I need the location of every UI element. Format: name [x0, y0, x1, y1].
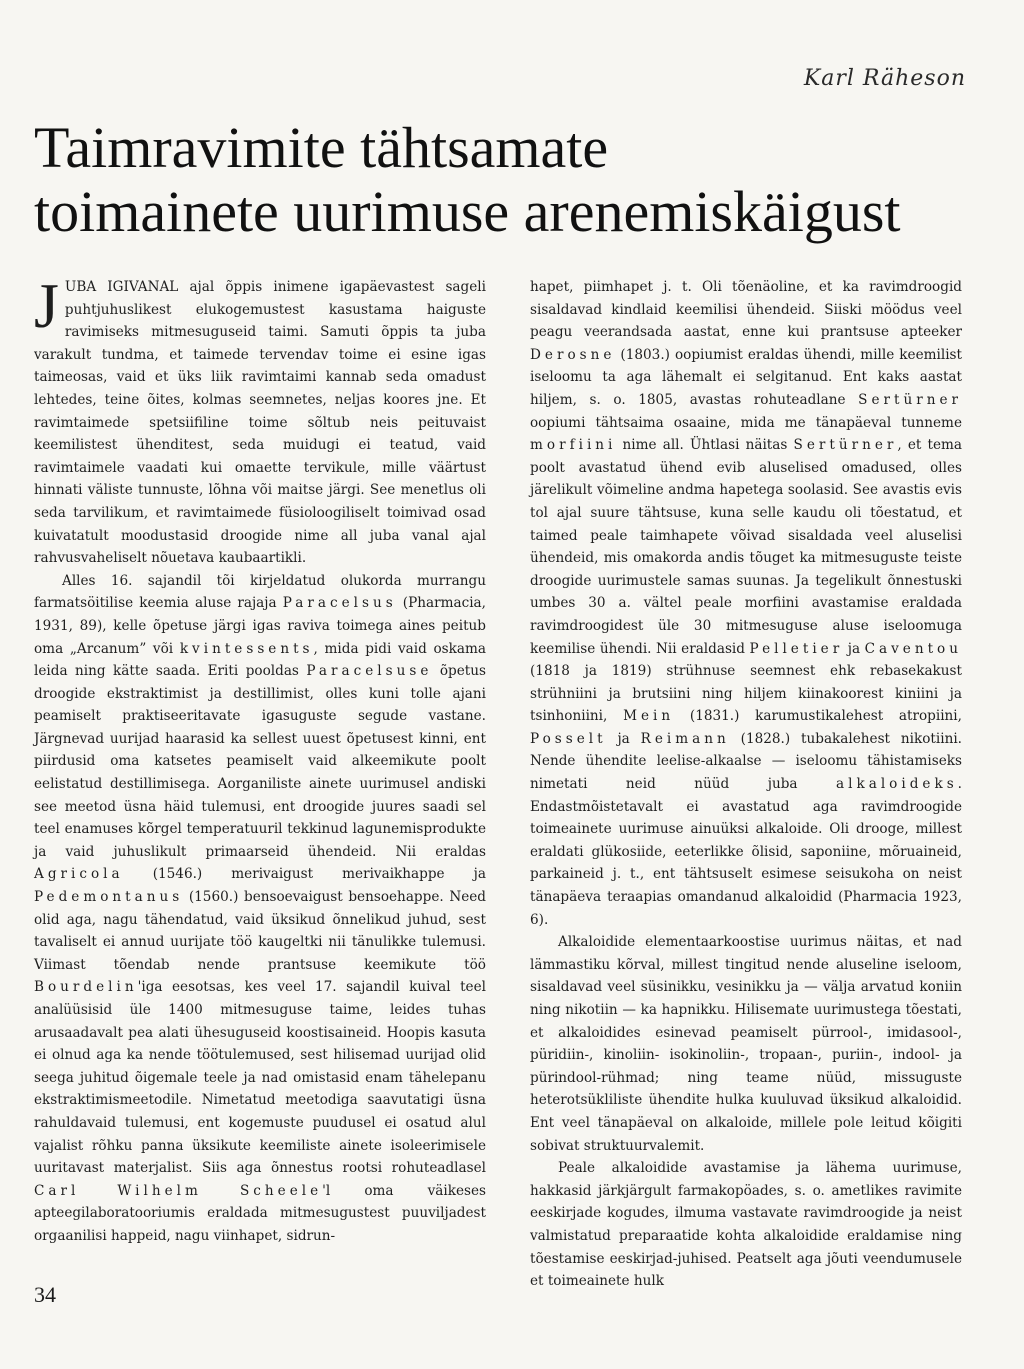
paragraph-text: 'l oma väikeses apteegilaboratooriumis eraldada mitmesugustest puuviljadest orgaanilisi happeid, nagu viinhapet, sidrun-: [34, 1182, 486, 1244]
paragraph-text: oopiumi tähtsaima osaaine, mida me tänapäeval tunneme: [530, 414, 962, 431]
paragraph-text: . Endastmõistetavalt ei avastatud aga ravimdroogide toimeainete uurimuse ainuüksi alkaloide. Oli drooge, millest eraldati glükosiide, eeterlikke õlisid, saponiine, mõruaineid, parkaineid j. t., ent tähtsuselt esimese seisukoha on neist tänapäeva teraapias omandanud alkaloidid (Pharmacia 1923, 6).: [530, 776, 962, 928]
paragraph-text: (1803.) oopiumist eraldas ühendi, mille keemilist iseloomu ta aga lähemalt ei selgitanud. Ent kaks aastat hiljem, s. o. 1805, avastas rohuteadlane: [530, 346, 962, 408]
paragraph: [34, 570, 486, 1248]
term: morfiini: [530, 437, 617, 454]
right-column: [530, 276, 962, 1293]
paragraph-text: nime all. Ühtlasi näitas: [616, 437, 794, 454]
paragraph-text: ajal õppis inimene igapäevastest sageli puhtjuhuslikest elukogemustest kasustama haiguste ravimiseks mitmesuguseid taimi. Samuti õppis ta juba varakult tundma, et taimede tervendav toime ei esine igas taimeosas, vaid et üks liik ravimtaimi kannab seda omadust lehtedes, teine õites, kolmas seemnetes, neljas koores jne. Et ravimtaimede spetsiifiline toime sõltub neis peituvaist keemilistest ühenditest, seda muidugi ei teatud, vaid ravimtaimele vaadati kui omaette tervikule, mille väärtust hinnati väliste tunnuste, lõhna või maitse järgi. See menetlus oli seda tarvilikum, et ravimtaimede füsioloogiliselt toimivad osad kuivatatult moodustasid droogide nime all juba vanal ajal rahvusvaheliselt nõuetava kaubaartikli.: [34, 279, 486, 567]
person-name: Bourdelin: [34, 979, 138, 996]
term: kvintessents: [179, 640, 314, 657]
person-name: Pedemontanus: [34, 889, 184, 906]
person-name: Sertürner: [793, 437, 898, 454]
paragraph-text: Alles 16. sajandil tõi kirjeldatud olukorda murrangu farmatsöitilise keemia aluse rajaja: [34, 572, 486, 612]
person-name: Derosne: [530, 346, 616, 363]
paragraph-text: (1831.) karumustikalehest atropiini,: [674, 708, 962, 725]
paragraph: [34, 270, 486, 570]
lead-in: UBA IGIVANAL: [64, 279, 179, 295]
title-line-1: Taimravimite tähtsamate: [34, 115, 609, 180]
drop-cap: J: [34, 270, 59, 341]
paragraph: Alkaloidide elementaarkoostise uurimus näitas, et nad lämmastiku kõrval, millest tingitud nende aluseline iseloom, sisaldavad veel süsinikku, vesinikku ja — välja arvatud koniin ning nikotiin — ka hapnikku. Hilisemate uurimustega tõestati, et alkaloidides esinevad peamiselt pürrool-, imidasool-, püridiin-, kinoliin- isokinoliin-, tropaan-, puriin-, indool- ja pürindool-rühmad; ning teame nüüd, missuguste heterotsükliliste ühendite hulka kuuluvad üksikud alkaloidid. Ent veel tänapäeval on alkaloide, millele pole leitud kõigiti sobivat struktuurvalemit.: [530, 934, 962, 1154]
paragraph-text: (Pharmacia, 1931, 89), kelle õpetuse järgi igas raviva toimega aines peitub oma „Arcanum” või: [34, 595, 486, 657]
person-name: Posselt: [530, 730, 607, 747]
person-name: Sertürner: [858, 391, 962, 408]
paragraph-text: , mida pidi vaid oskama leida ning kätte saada. Eriti pooldas: [34, 640, 486, 680]
author-signature: Karl Räheson: [803, 66, 966, 91]
paragraph-text: (1546.) merivaigust merivaikhappe ja: [123, 866, 486, 883]
paragraph-text: õpetus droogide ekstraktimist ja destillimist, olles kuni tolle ajani peamiselt praktiseeritavate igasuguste segude vastane. Järgnevad uurijad haarasid ka sellest uuest õpetusest kinni, ent piirdusid oma katsetes peamiselt vaid alkeemikute poolt eelistatud destillimisega. Aorganiliste ainete uurimusel andiski see meetod üsna häid tulemusi, ent droogide juures saadi sel teel enamuses kõrgel temperatuuril tekkinud lagunemisprodukte ja vaid juhuslikult primaarseid ühendeid. Nii eraldas: [34, 663, 486, 860]
paragraph-text: ja: [606, 730, 641, 747]
person-name: Caventou: [864, 640, 962, 657]
paragraph-text: hapet, piimhapet j. t. Oli tõenäoline, et ka ravimdroogid sisaldavad kindlaid keemilisi ühendeid. Siiski möödus veel peagu veerandsada aastat, enne kui prantsuse apteeker: [530, 279, 962, 341]
paragraph-text: (1818 ja 1819) strühnuse seemnest ehk rebasekakust strühniini ja brutsiini ning hiljem kiinakoorest kiniini ja tsinhoniini,: [530, 663, 962, 725]
paragraph-text: 'iga eesotsas, kes veel 17. sajandil kuival teel analüüsisid üle 1400 mitmesuguse taime, leides tuhas arusaadavalt pea alati ühesuguseid koostisaineid. Hoopis kasuta ei olnud aga ka nende töötulemused, sest hilisemad uurijad olid seega juhitud õigemale teele ja nad omistasid enam tähelepanu ekstraktimismeetodile. Nimetatud meetodiga saavutatigi üsna rahuldavaid tulemusi, ent kogemuste puudusel ei osatud alul vajalist rõhku panna üksikute keemiliste ainete isoleerimisele uuritavast materjalist. Siis aga õnnestus rootsi rohuteadlasel: [34, 979, 486, 1177]
term: alkaloideks: [836, 776, 958, 793]
title-line-2: toimainete uurimuse arenemiskäigust: [34, 179, 901, 244]
person-name: Carl Wilhelm Scheele: [34, 1182, 323, 1199]
left-column: [34, 270, 486, 1248]
article-title: [34, 116, 994, 244]
person-name: Mein: [623, 708, 675, 725]
paragraph-text: (1828.) tubakalehest nikotiini. Nende ühendite leelise-alkaalse — iseloomu tähistamiseks nimetati neid nüüd juba: [530, 730, 962, 793]
person-name: Reimann: [640, 730, 730, 747]
person-name: Agricola: [34, 866, 124, 883]
person-name: Pelletier: [749, 640, 844, 657]
page-number: 34: [34, 1282, 56, 1307]
paragraph-text: (1560.) bensoevaigust bensoehappe. Need olid aga, nagu tähendatud, vaid üksikud õnnelikud juhud, sest tavaliselt ei annud uurijate töö kaugeltki nii tänulikke tulemusi. Viimast tõendab nende prantsuse keemikute töö: [34, 889, 486, 973]
person-name: Paracelsuse: [306, 663, 433, 680]
paragraph: Peale alkaloidide avastamise ja lähema uurimuse, hakkasid järkjärgult farmakopöades, s. o. ametlikes ravimite eeskirjade kogudes, ilmuma vastavate ravimdroogide ja neist valmistatud preparaatide kohta alkaloidide eraldamise ning tõestamise eeskirjad-juhised. Peatselt aga jõuti veendumusele et toimeainete hulk: [530, 1160, 962, 1290]
paragraph-text: , et tema poolt avastatud ühend evib aluselised omadused, olles järelikult võimeline andma hapetega soolasid. See avastis evis tol ajal suure tähtsuse, kuna selle kaudu oli tõestatud, et taimed peale taimhapete võivad sisaldada veel aluselisi ühendeid, mis omakorda andis tõuget ka mitmesuguste teiste droogide uurimustele samas suunas. Ja tegelikult õnnestuski umbes 30 a. vältel peale morfiini avastamise eraldada ravimdroogidest üle 30 mitmesuguse aluse iseloomuga keemilise ühendi. Nii eraldasid: [530, 437, 962, 657]
paragraph-text: ja: [843, 640, 865, 657]
person-name: Paracelsus: [282, 595, 397, 612]
paragraph: [530, 276, 962, 931]
